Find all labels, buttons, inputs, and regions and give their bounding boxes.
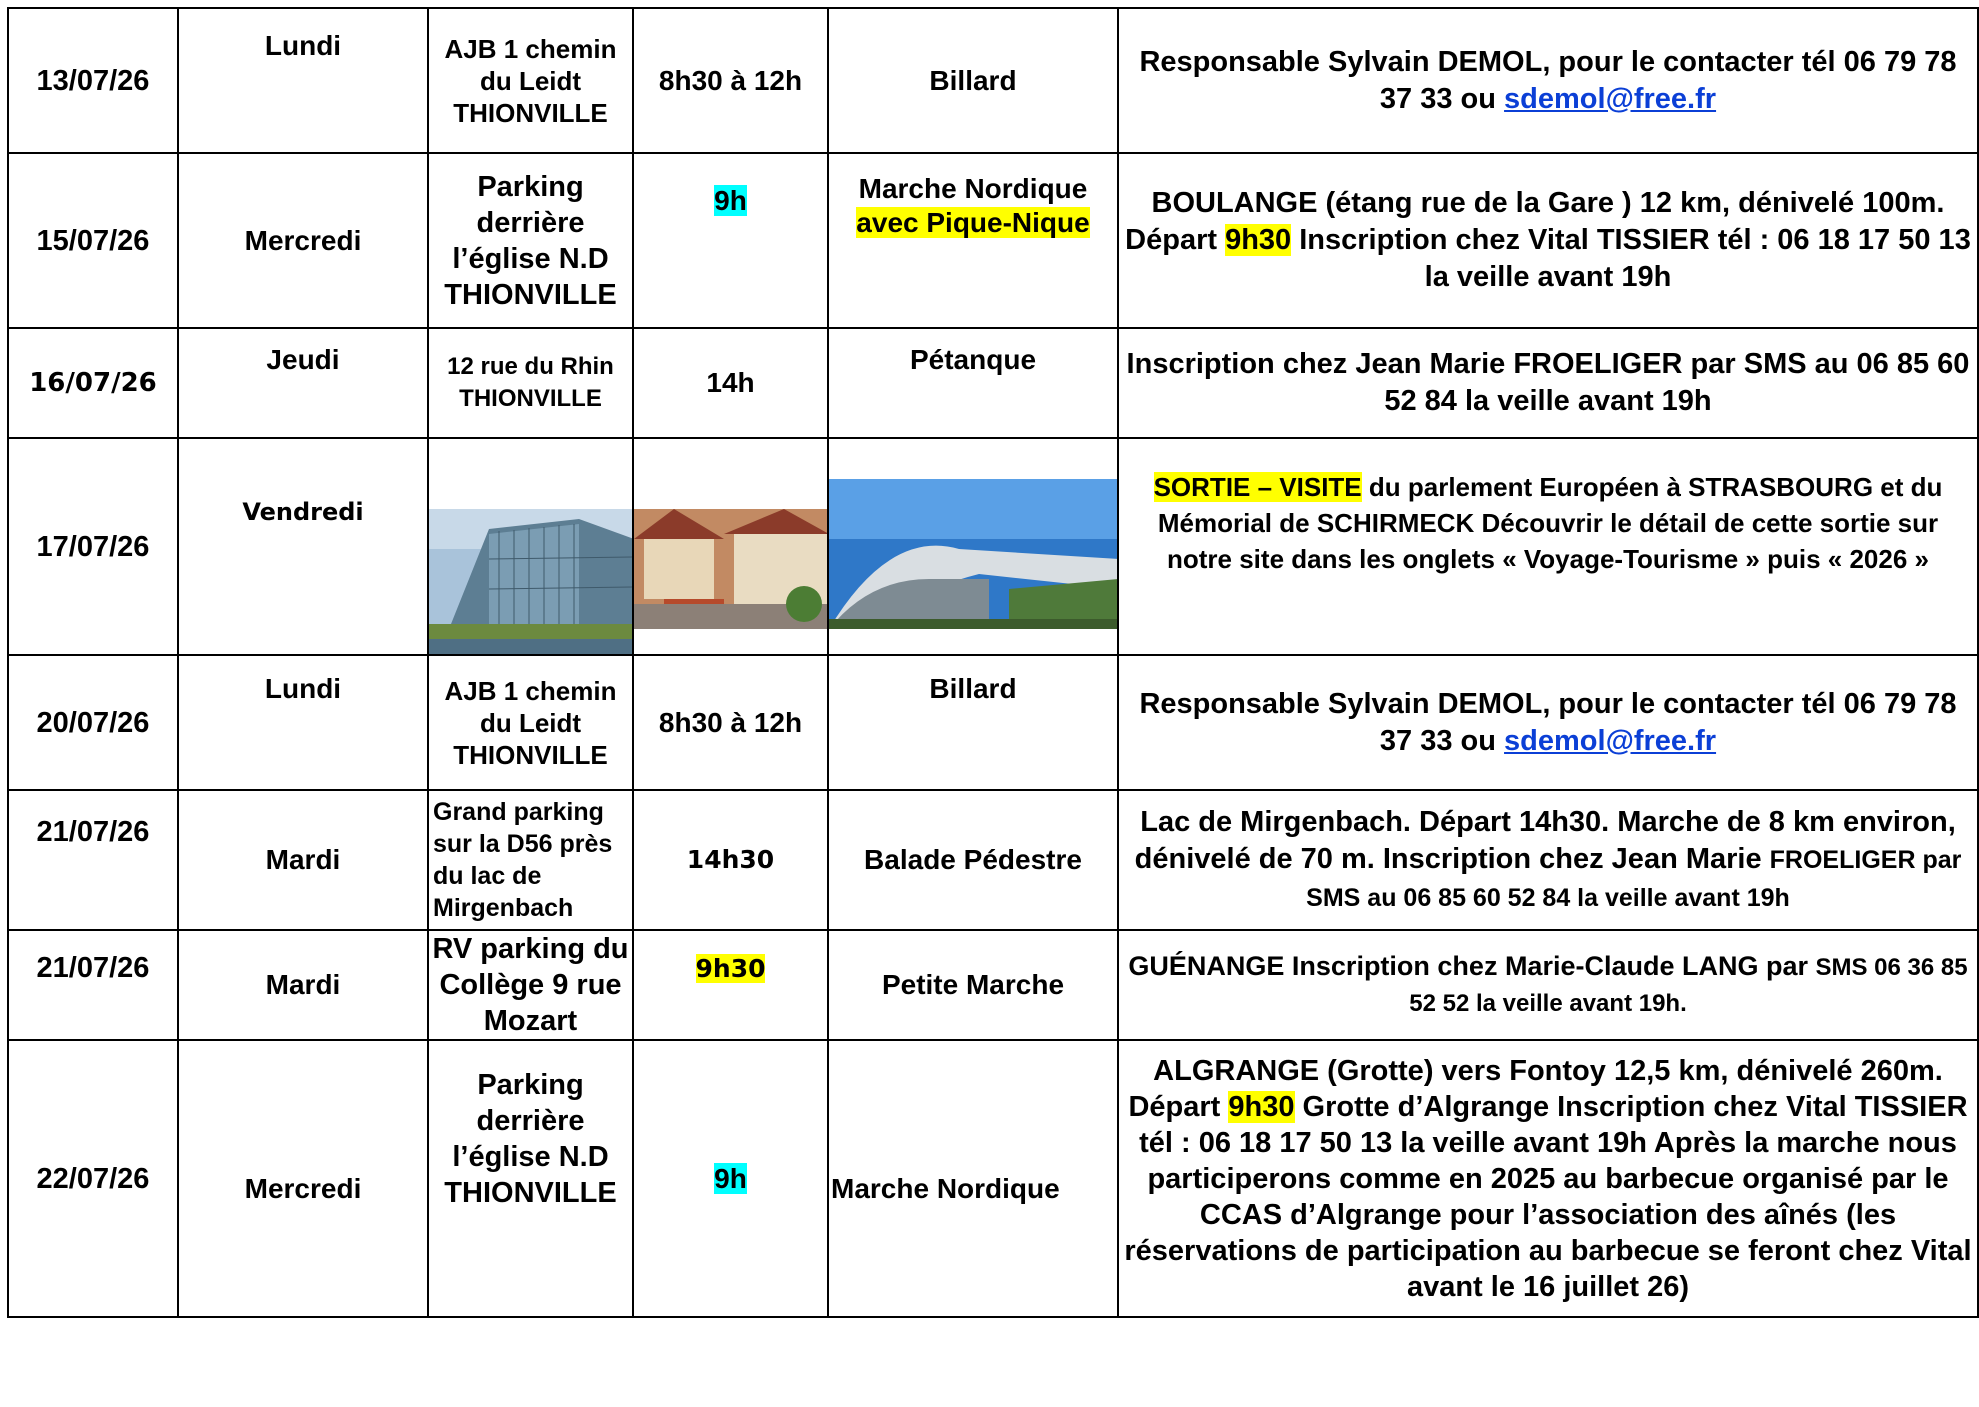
info-text: du parlement Européen à STRASBOURG et du Mémorial de SCHIRMECK Découvrir le détail de cette sortie sur notre site dans les onglets « Voyage-Tourisme » puis « 2026 » [1157, 472, 1943, 574]
info-cell [1118, 438, 1978, 655]
place-cell: Grand parking sur la D56 près du lac de Mirgenbach [428, 790, 633, 930]
info-text: Lac de Mirgenbach. Départ 14h30. Marche de 8 km environ, dénivelé de 70 m. Inscription chez Jean Marie [1134, 805, 1956, 875]
table-row [8, 1040, 1978, 1317]
photo-cell [828, 438, 1118, 655]
date-cell: 15/07/26 [8, 153, 178, 328]
table-row [8, 655, 1978, 790]
info-text: Inscription chez Vital TISSIER tél : 06 18 17 50 13 la veille avant 19h [1291, 224, 1971, 293]
parliament-photo [429, 439, 633, 654]
activity-cell [828, 153, 1118, 328]
photo-cell [633, 438, 828, 655]
info-cell: Inscription chez Jean Marie FROELIGER par SMS au 06 85 60 52 84 la veille avant 19h [1118, 328, 1978, 438]
time-cell: 14h30 [633, 790, 828, 930]
info-cell [1118, 1040, 1978, 1317]
info-highlight: SORTIE – VISITE [1153, 472, 1362, 502]
day-cell: Lundi [178, 655, 428, 790]
date-cell: 17/07/26 [8, 438, 178, 655]
info-text: Responsable Sylvain DEMOL, pour le contacter tél 06 79 78 37 33 ou [1139, 45, 1957, 115]
activity-cell: Billard [828, 8, 1118, 153]
day-cell: Mercredi [178, 153, 428, 328]
table-row [8, 153, 1978, 328]
info-highlight: 9h30 [1225, 224, 1292, 256]
date-cell: 13/07/26 [8, 8, 178, 153]
day-cell: Lundi [178, 8, 428, 153]
info-highlight: 9h30 [1228, 1090, 1295, 1123]
time-cell: 8h30 à 12h [633, 655, 828, 790]
day-cell: Mardi [178, 790, 428, 930]
activity-line-1: Marche Nordique [858, 173, 1088, 204]
info-cell [1118, 790, 1978, 930]
date-cell: 21/07/26 [8, 930, 178, 1040]
info-text: FROELIGER par SMS au 06 85 60 52 84 la veille avant 19h [1306, 845, 1962, 912]
time-cell: 8h30 à 12h [633, 8, 828, 153]
info-text: BOULANGE (étang rue de la Gare ) 12 km, dénivelé 100m. Départ [1125, 187, 1945, 256]
table-row [8, 438, 1978, 655]
email-link[interactable]: sdemol@free.fr [1504, 724, 1717, 757]
table-row [8, 930, 1978, 1040]
table-row [8, 328, 1978, 438]
activity-cell: Pétanque [828, 328, 1118, 438]
info-cell [1118, 153, 1978, 328]
info-cell [1118, 930, 1978, 1040]
photo-cell [428, 438, 633, 655]
info-text: SMS 06 36 85 52 52 la veille avant 19h. [1409, 954, 1968, 1017]
time-cell [633, 153, 828, 328]
date-cell: 16/07/26 [8, 328, 178, 438]
activity-cell: Petite Marche [828, 930, 1118, 1040]
date-cell: 21/07/26 [8, 790, 178, 930]
info-text: Responsable Sylvain DEMOL, pour le contacter tél 06 79 78 37 33 ou [1139, 687, 1957, 757]
time-highlight: 9h30 [695, 954, 766, 983]
table-row [8, 790, 1978, 930]
day-cell: Jeudi [178, 328, 428, 438]
info-text: ALGRANGE (Grotte) vers Fontoy 12,5 km, dénivelé 260m. Départ [1128, 1054, 1943, 1123]
place-cell: AJB 1 chemin du Leidt THIONVILLE [428, 8, 633, 153]
time-highlight: 9h [714, 185, 747, 216]
time-cell [633, 930, 828, 1040]
day-cell: Vendredi [178, 438, 428, 655]
info-cell [1118, 8, 1978, 153]
place-cell: Parking derrière l’église N.D THIONVILLE [428, 153, 633, 328]
date-cell: 22/07/26 [8, 1040, 178, 1317]
place-cell: 12 rue du Rhin THIONVILLE [428, 328, 633, 438]
date-cell: 20/07/26 [8, 655, 178, 790]
time-cell: 14h [633, 328, 828, 438]
activity-highlight: avec Pique-Nique [856, 207, 1090, 238]
place-cell: AJB 1 chemin du Leidt THIONVILLE [428, 655, 633, 790]
place-cell: RV parking du Collège 9 rue Mozart [428, 930, 633, 1040]
info-cell [1118, 655, 1978, 790]
place-cell: Parking derrière l’église N.D THIONVILLE [428, 1040, 633, 1317]
email-link[interactable]: sdemol@free.fr [1504, 82, 1717, 115]
time-cell [633, 1040, 828, 1317]
info-text: Grotte d’Algrange Inscription chez Vital TISSIER tél : 06 18 17 50 13 la veille avant 19h Après la marche nous participerons comme en 2025 au barbecue organisé par le CCAS d’Algrange pour l’association des aînés (les réservations de participation au barbecue se feront chez Vital avant le 16 juillet 26) [1124, 1090, 1972, 1303]
time-highlight: 9h [714, 1162, 747, 1194]
activity-cell: Billard [828, 655, 1118, 790]
activities-table [7, 7, 1979, 1318]
activity-cell: Marche Nordique [828, 1040, 1118, 1317]
memorial-photo [829, 439, 1118, 654]
restaurant-photo [634, 439, 828, 654]
day-cell: Mercredi [178, 1040, 428, 1317]
day-cell: Mardi [178, 930, 428, 1040]
table-row [8, 8, 1978, 153]
info-text: GUÉNANGE Inscription chez Marie-Claude LANG par [1128, 951, 1816, 981]
activity-cell: Balade Pédestre [828, 790, 1118, 930]
